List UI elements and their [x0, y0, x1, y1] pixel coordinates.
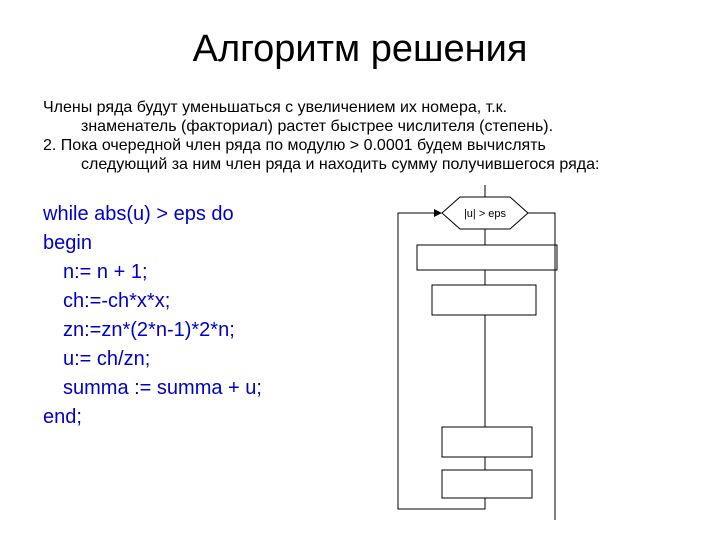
- condition-label: |u| > eps: [463, 208, 507, 220]
- code-line-denominator: zn:=zn*(2*n-1)*2*n;: [63, 319, 235, 341]
- code-line-increment: n:= n + 1;: [63, 261, 148, 283]
- process-block-3: [442, 427, 532, 457]
- code-line-term: u:= ch/zn;: [63, 348, 151, 370]
- process-block-2: [432, 285, 536, 315]
- description-text: [43, 98, 703, 174]
- paragraph-1-line-2: знаменатель (факториал) растет быстрее числителя (степень).: [81, 118, 554, 135]
- paragraph-2-line-1: 2. Пока очередной член ряда по модулю > 0.0001 будем вычислять: [43, 137, 546, 154]
- paragraph-1: [43, 98, 703, 136]
- paragraph-1-line-1: Члены ряда будут уменьшаться с увеличением их номера, т.к.: [43, 99, 508, 116]
- loop-arrow-head: [434, 209, 442, 217]
- process-block-4: [442, 470, 532, 498]
- code-line-begin: begin: [43, 232, 92, 254]
- code-line-while: while abs(u) > eps do: [43, 203, 234, 225]
- code-line-numerator: ch:=-ch*x*x;: [63, 290, 171, 312]
- code-line-end: end;: [43, 406, 82, 428]
- paragraph-2: [43, 136, 703, 174]
- paragraph-2-line-2: следующий за ним член ряда и находить сумму получившегося ряда:: [81, 156, 600, 173]
- flowchart: [380, 185, 580, 525]
- process-block-1: [417, 245, 557, 270]
- code-block: [43, 200, 262, 432]
- code-line-sum: summa := summa + u;: [63, 377, 262, 399]
- slide-title: Алгоритм решения: [192, 28, 528, 70]
